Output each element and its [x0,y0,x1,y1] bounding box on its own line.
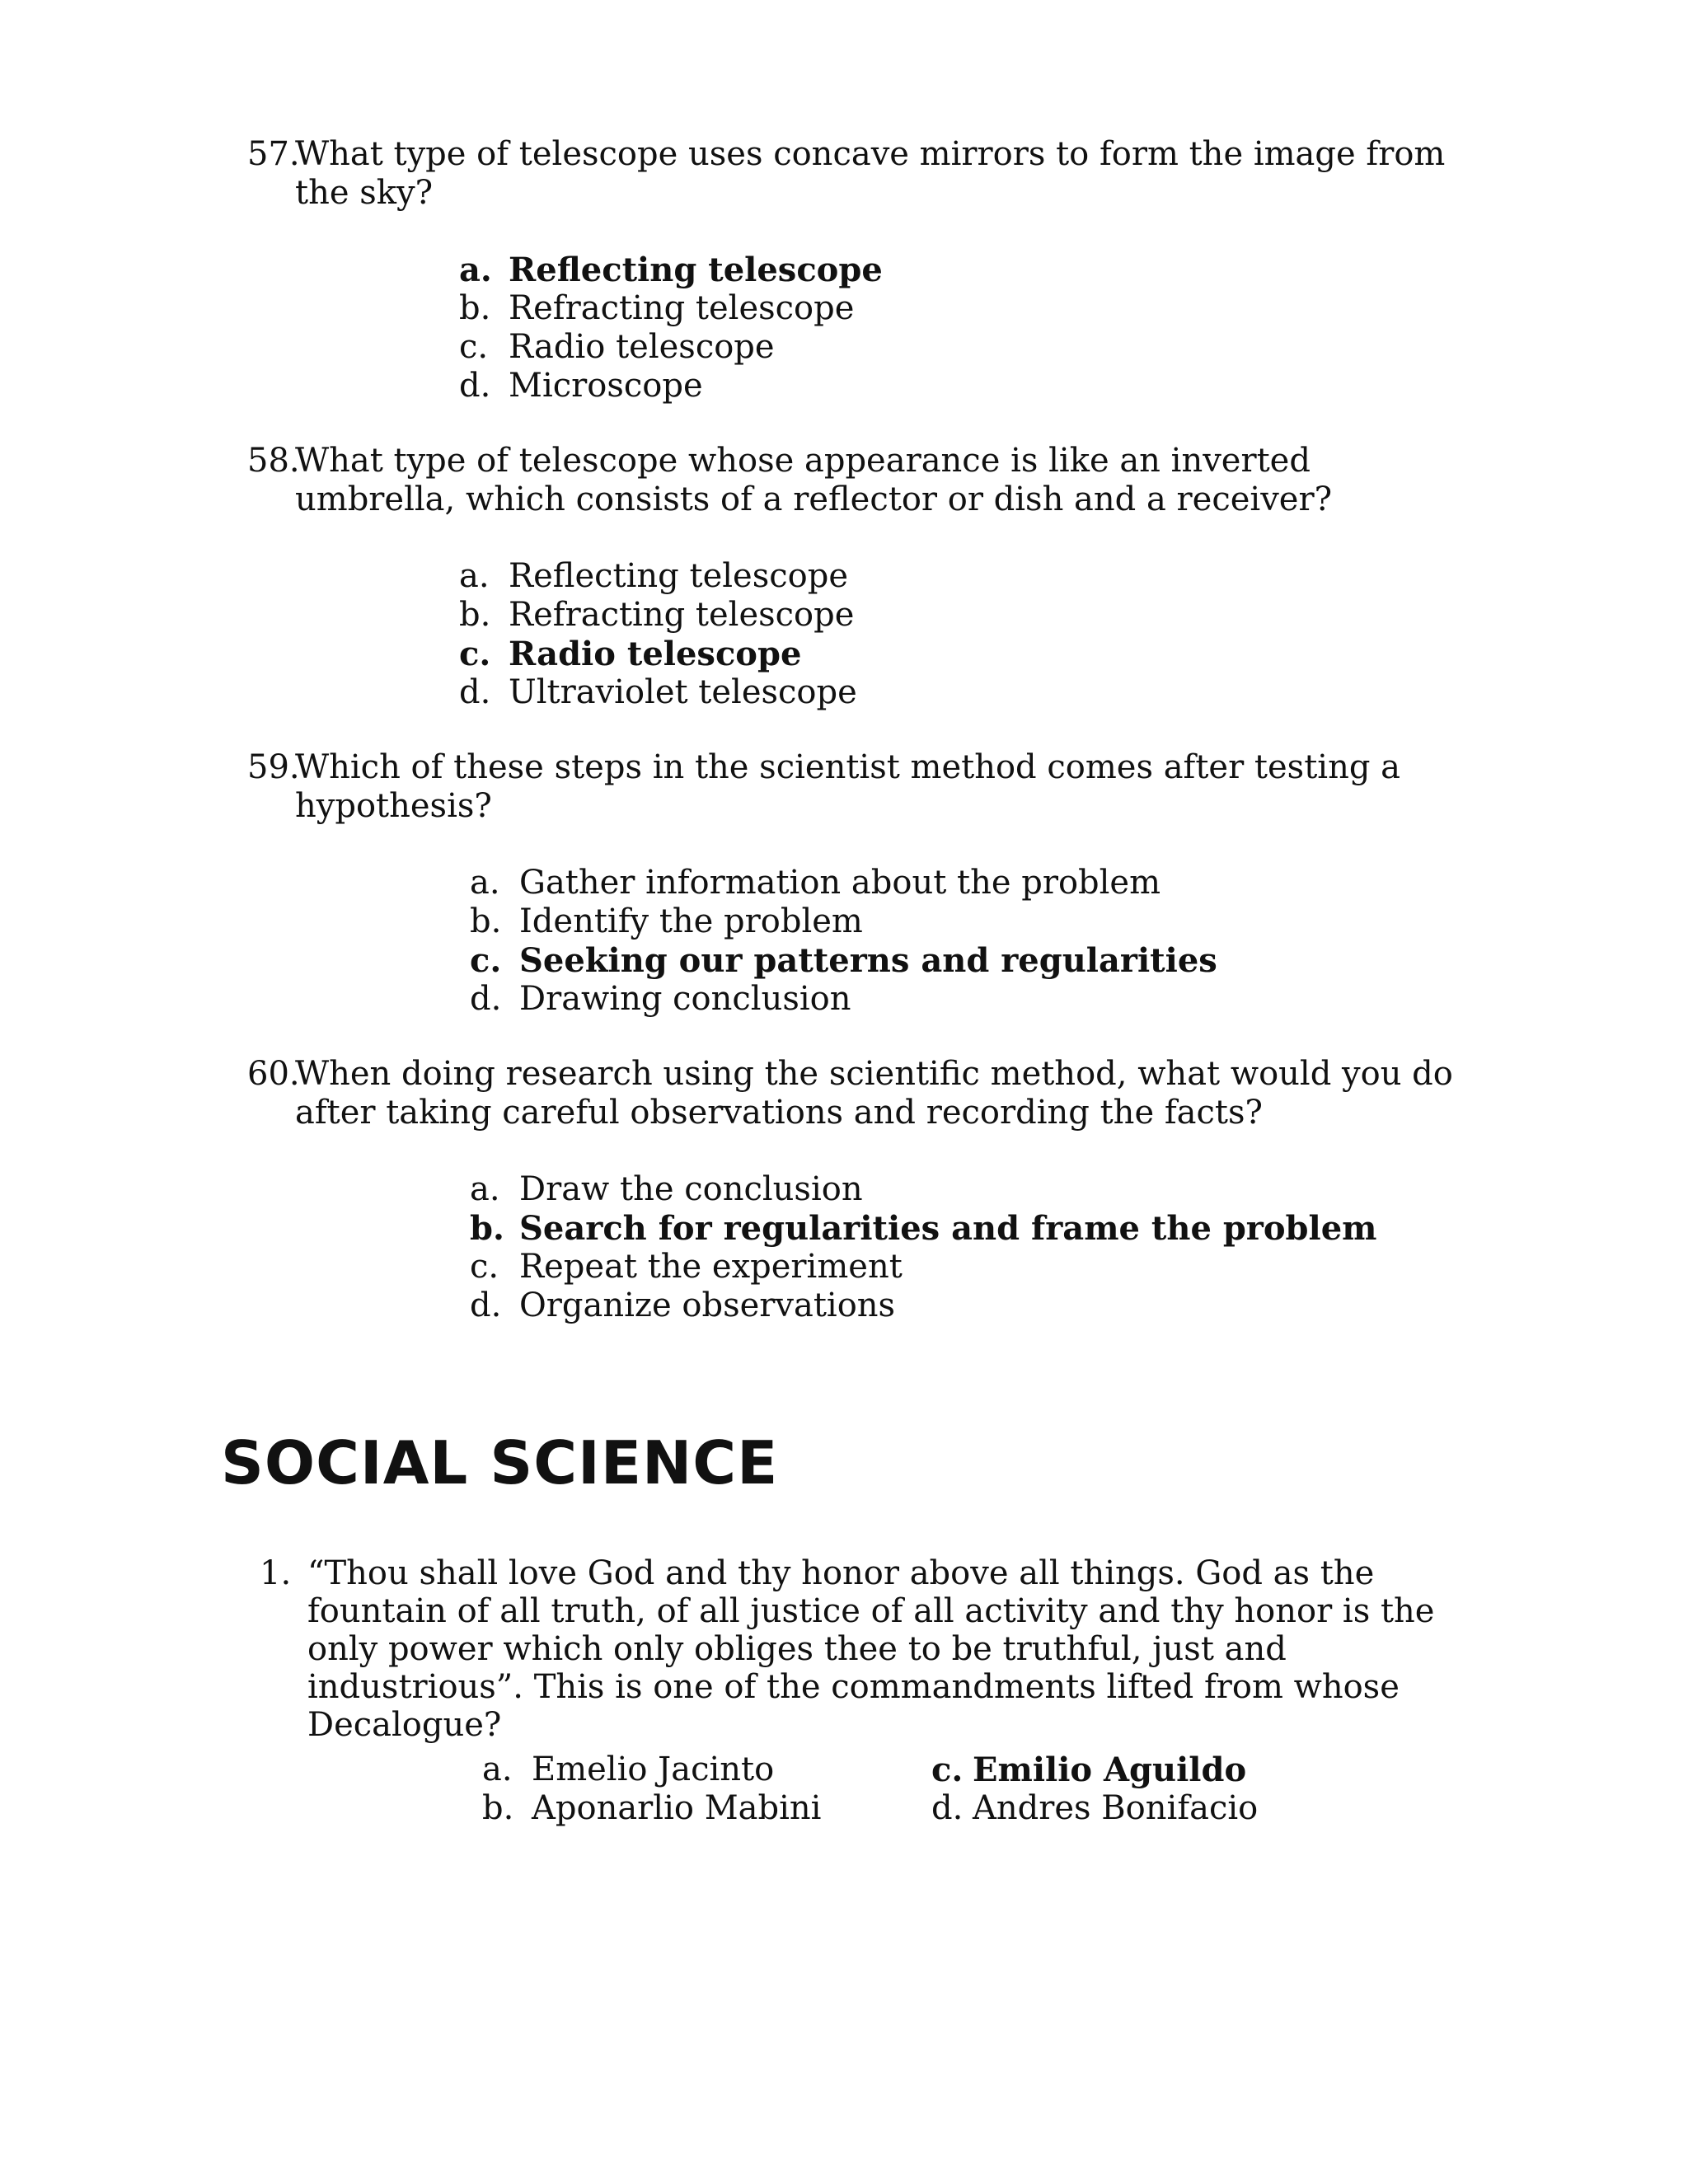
option-letter: c. [931,1750,964,1789]
answer-options [459,557,857,712]
option-letter: b. [470,1209,504,1248]
question-text: What type of telescope whose appearance is like an inverted umbrella, which consists of a reflector or dish and a receiver? [295,442,1333,518]
answer-option-d [459,367,883,405]
question-text: “Thou shall love God and thy honor above all things. God as the fountain of all truth, of all justice of all activity and thy honor is the only power which only obliges thee to be truthful, just and industrious”. This is one of the commandments lifted from whose Decalogue? [307,1554,1435,1744]
question-number: 60. [247,1055,300,1093]
option-letter: a. [470,1170,500,1208]
answer-option-a [470,1170,1377,1209]
option-text: Refracting telescope [509,596,855,634]
option-letter: d. [470,980,502,1018]
option-letter: d. [459,673,491,711]
option-text: Gather information about the problem [519,864,1161,902]
answer-option-a [470,864,1217,902]
option-letter: d. [931,1789,964,1827]
answer-option-d [459,673,857,712]
option-letter: a. [470,864,500,902]
option-letter: c. [459,635,491,673]
option-letter: a. [459,557,490,595]
question-59 [247,748,1467,826]
option-text: Reflecting telescope [509,251,883,289]
option-text: Search for regularities and frame the problem [519,1209,1377,1248]
option-text: Emelio Jacinto [532,1750,775,1788]
option-text: Radio telescope [509,328,775,366]
answer-options-right-column [931,1750,1258,1828]
question-58 [247,442,1467,519]
option-text: Radio telescope [509,635,802,673]
option-letter: c. [470,941,502,980]
option-text: Microscope [509,367,703,405]
answer-option-a [459,557,857,596]
option-letter: c. [459,328,489,366]
option-letter: a. [459,251,492,289]
option-letter: b. [459,596,491,634]
option-letter: b. [482,1789,514,1827]
answer-option-d [470,1286,1377,1325]
option-text: Emilio Aguildo [973,1750,1247,1789]
answer-options [470,1170,1377,1325]
answer-option-d [470,980,1217,1019]
option-text: Aponarlio Mabini [532,1789,822,1827]
question-number: 58. [247,442,300,480]
answer-options [459,251,883,405]
option-text: Ultraviolet telescope [509,673,857,711]
option-text: Draw the conclusion [519,1170,863,1208]
option-text: Andres Bonifacio [973,1789,1259,1827]
option-text: Drawing conclusion [519,980,851,1018]
answer-option-b [459,289,883,328]
answer-option-b [470,902,1217,941]
option-text: Identify the problem [519,902,863,940]
section-title: SOCIAL SCIENCE [221,1428,779,1497]
answer-option-a [482,1750,821,1789]
answer-option-c [459,328,883,367]
answer-option-b [470,1209,1377,1248]
option-letter: b. [459,289,491,327]
option-letter: b. [470,902,502,940]
question-number: 57. [247,135,300,173]
answer-option-c [470,1248,1377,1286]
option-text: Reflecting telescope [509,557,848,595]
question-57 [247,135,1467,213]
answer-option-b [459,596,857,635]
social-question-1 [260,1554,1479,1744]
option-letter: d. [470,1286,502,1324]
option-text: Repeat the experiment [519,1248,903,1286]
answer-option-c [931,1750,1258,1789]
answer-options [470,864,1217,1019]
answer-option-a [459,251,883,289]
answer-option-c [470,941,1217,980]
question-text: What type of telescope uses concave mirrors to form the image from the sky? [295,135,1446,212]
answer-option-d [931,1789,1258,1828]
question-60 [247,1055,1467,1132]
answer-option-b [482,1789,821,1828]
answer-options-left-column [482,1750,821,1828]
question-text: Which of these steps in the scientist method comes after testing a hypothesis? [295,748,1400,825]
option-letter: c. [470,1248,499,1286]
option-text: Seeking our patterns and regularities [519,941,1217,980]
option-letter: a. [482,1750,513,1788]
option-text: Organize observations [519,1286,896,1324]
question-number: 1. [260,1554,292,1592]
option-letter: d. [459,367,491,405]
option-text: Refracting telescope [509,289,855,327]
question-text: When doing research using the scientific method, what would you do after taking careful observations and recording the facts? [295,1055,1453,1132]
answer-option-c [459,635,857,673]
question-number: 59. [247,748,300,786]
